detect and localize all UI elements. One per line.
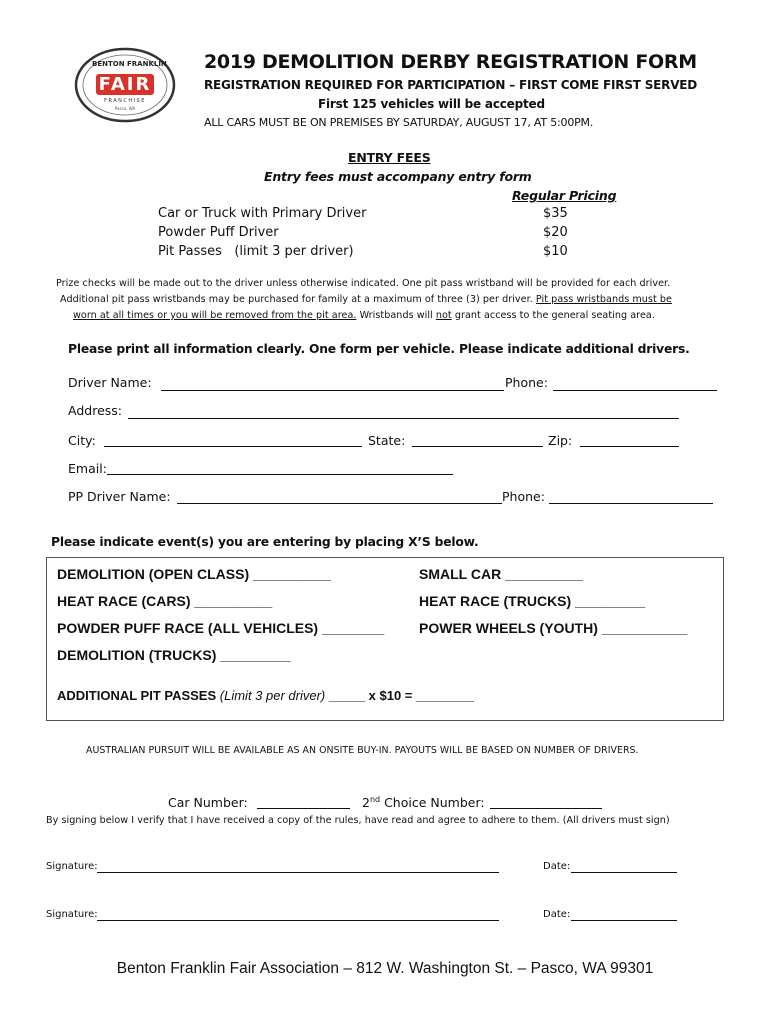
fair-logo [74, 47, 176, 123]
fee-item-price: $35 [543, 206, 568, 221]
event-heat-race-cars[interactable]: HEAT RACE (CARS) __________ [57, 593, 273, 609]
date-field[interactable] [571, 872, 677, 873]
date-label: Date: [543, 909, 571, 920]
pp-phone-label: Phone: [502, 489, 545, 504]
prize-line-1: Prize checks will be made out to the driver unless otherwise indicated. One pit pass wristband will be provided for each driver. [56, 278, 671, 289]
prize-line-3b: Wristbands will [356, 310, 436, 321]
agreement-text: By signing below I verify that I have received a copy of the rules, have read and agree to adhere to them. (All drivers must sign) [46, 815, 670, 826]
zip-field[interactable] [580, 446, 679, 447]
signature-field[interactable] [97, 920, 499, 921]
footer-address: Benton Franklin Fair Association – 812 W. Washington St. – Pasco, WA 99301 [116, 960, 654, 977]
fee-item-price: $20 [543, 225, 568, 240]
driver-name-label: Driver Name: [68, 375, 152, 390]
fee-item-label: Powder Puff Driver [158, 225, 279, 240]
prize-line-2 [60, 294, 672, 305]
choice-number-field[interactable] [490, 808, 602, 809]
info-instruction: Please print all information clearly. One form per vehicle. Please indicate additional drivers. [68, 342, 690, 356]
driver-name-field[interactable] [161, 390, 504, 391]
pp-phone-field[interactable] [549, 503, 713, 504]
header-line-3: ALL CARS MUST BE ON PREMISES BY SATURDAY, AUGUST 17, AT 5:00PM. [204, 116, 594, 129]
pit-passes-label: ADDITIONAL PIT PASSES [57, 688, 217, 703]
pit-passes-limit: (Limit 3 per driver) [219, 688, 326, 703]
date-field[interactable] [571, 920, 677, 921]
event-heat-race-trucks[interactable]: HEAT RACE (TRUCKS) _________ [419, 593, 646, 609]
address-field[interactable] [128, 418, 679, 419]
event-powder-puff[interactable]: POWDER PUFF RACE (ALL VEHICLES) ________ [57, 620, 385, 636]
event-power-wheels[interactable]: POWER WHEELS (YOUTH) ___________ [419, 620, 688, 636]
choice-number-2: 2 [362, 795, 370, 811]
prize-line-2a: Additional pit pass wristbands may be purchased for family at a maximum of three (3) per driver. [60, 294, 536, 305]
pp-driver-field[interactable] [177, 503, 502, 504]
prize-line-3d: grant access to the general seating area. [451, 310, 655, 321]
phone-field[interactable] [553, 390, 717, 391]
prize-line-3 [73, 310, 655, 321]
email-label: Email: [68, 461, 107, 476]
zip-label: Zip: [548, 433, 573, 448]
event-small-car[interactable]: SMALL CAR __________ [419, 566, 583, 582]
additional-pit-passes[interactable] [57, 688, 474, 703]
prize-line-2b: Pit pass wristbands must be [535, 294, 672, 305]
signature-label: Signature: [46, 909, 98, 920]
date-label: Date: [543, 861, 571, 872]
logo-top-text: BENTON FRANKLIN [92, 60, 167, 68]
signature-label: Signature: [46, 861, 98, 872]
signature-field[interactable] [97, 872, 499, 873]
choice-number-sup: nd [369, 795, 381, 804]
logo-main-text: FAIR [98, 74, 152, 95]
fees-heading: ENTRY FEES [348, 150, 431, 165]
state-field[interactable] [412, 446, 543, 447]
page-title: 2019 DEMOLITION DERBY REGISTRATION FORM [204, 51, 697, 73]
fee-item-label: Car or Truck with Primary Driver [158, 206, 367, 221]
events-instruction: Please indicate event(s) you are entering by placing X’S below. [51, 535, 479, 549]
state-label: State: [368, 433, 406, 448]
header-line-1: REGISTRATION REQUIRED FOR PARTICIPATION – FIRST COME FIRST SERVED [204, 78, 698, 92]
logo-tiny-text: Pasco, WA [114, 106, 136, 111]
choice-number-rest: Choice Number: [380, 795, 485, 811]
pricing-label: Regular Pricing [512, 188, 617, 203]
address-label: Address: [68, 403, 122, 418]
car-number-field[interactable] [257, 808, 350, 809]
city-field[interactable] [104, 446, 362, 447]
choice-number-label [362, 795, 485, 810]
prize-line-3c: not [435, 310, 452, 321]
pursuit-note: AUSTRALIAN PURSUIT WILL BE AVAILABLE AS AN ONSITE BUY-IN. PAYOUTS WILL BE BASED ON NUMBER OF DRIVERS. [86, 745, 639, 756]
phone-label: Phone: [505, 375, 548, 390]
prize-line-3a: worn at all times or you will be removed from the pit area. [73, 310, 357, 321]
event-demolition-open[interactable]: DEMOLITION (OPEN CLASS) __________ [57, 566, 331, 582]
fee-item-label: Pit Passes (limit 3 per driver) [158, 244, 354, 259]
pit-passes-rest: _____ x $10 = ________ [328, 688, 474, 703]
fees-subheading: Entry fees must accompany entry form [264, 169, 532, 184]
email-field[interactable] [107, 474, 453, 475]
header-line-2: First 125 vehicles will be accepted [318, 97, 545, 111]
event-demolition-trucks[interactable]: DEMOLITION (TRUCKS) _________ [57, 647, 291, 663]
pp-driver-label: PP Driver Name: [68, 489, 171, 504]
logo-bottom-text: FRANCHISE [104, 98, 146, 104]
car-number-label: Car Number: [168, 795, 248, 810]
fee-item-price: $10 [543, 244, 568, 259]
city-label: City: [68, 433, 96, 448]
